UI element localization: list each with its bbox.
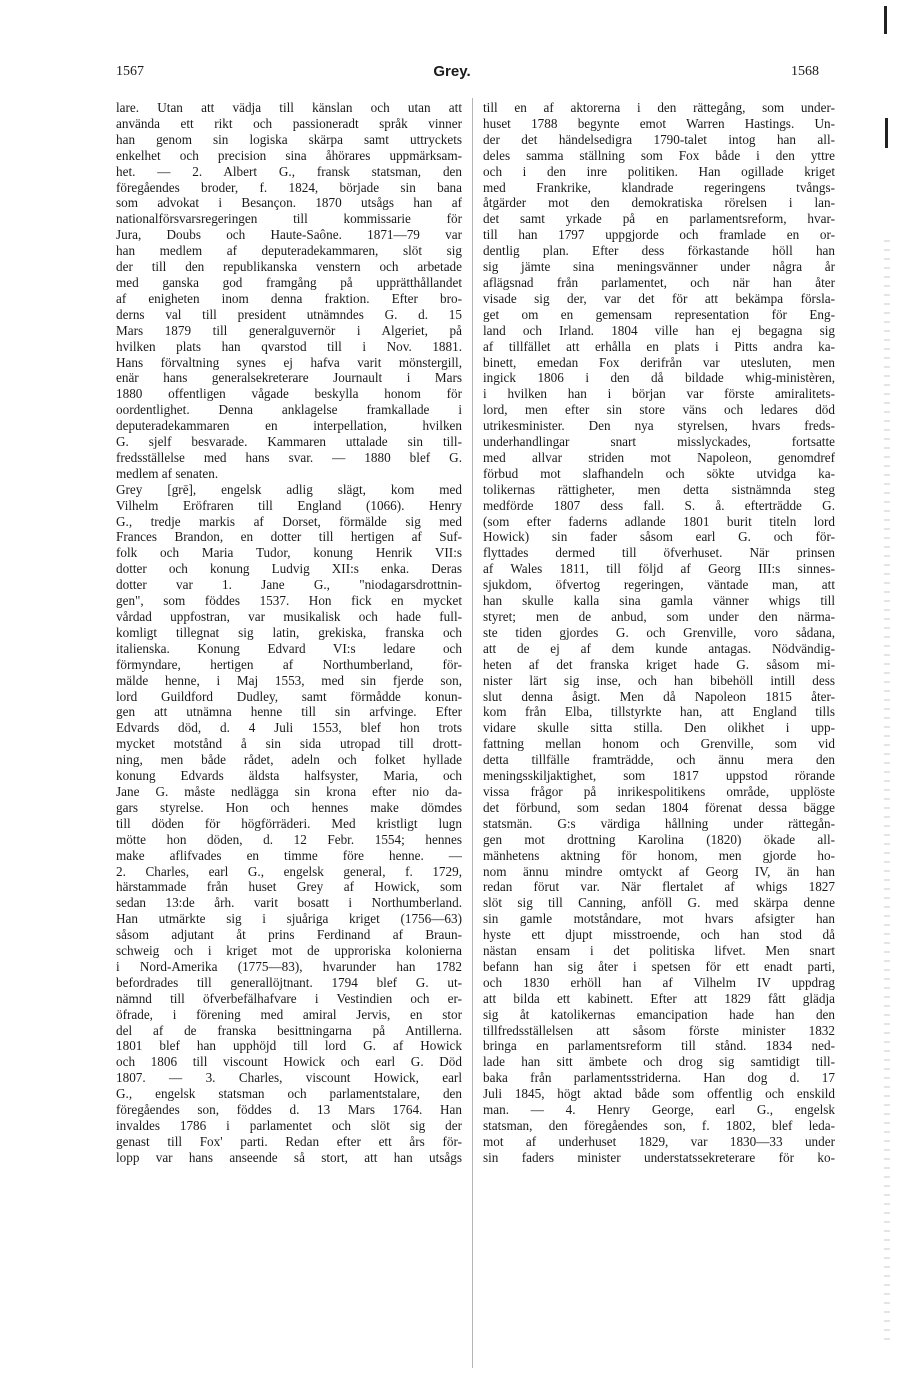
text-line: sig jämte sina meningsvänner under några år: [483, 259, 835, 275]
text-line: Hans förvaltning synes ej hafva varit mönstergill,: [116, 354, 462, 370]
text-line: mötte hon döden, d. 12 Febr. 1554; hennes: [116, 831, 462, 847]
text-line: Howick) sin fader såsom earl G. och för-: [483, 529, 835, 545]
text-line: i Nord-Amerika (1775—83), hvarunder han 1782: [116, 958, 462, 974]
text-line: enkelhet och precision sina åhörares uppmärksam-: [116, 147, 462, 163]
left-page-number: 1567: [116, 64, 144, 79]
text-line: binett, emedan Fox derifrån var utesluten, men: [483, 354, 835, 370]
text-line: tillfredsställelsen att såsom förste minister 1832: [483, 1022, 835, 1038]
text-line: italienska. Konung Edvard VI:s ledare och: [116, 640, 462, 656]
column-divider: [472, 98, 473, 1368]
text-line: han genom sin logiska skärpa samt uttryckets: [116, 131, 462, 147]
text-line: slöt sig till Canning, anföll G. med skärpa denne: [483, 895, 835, 911]
text-line: gen", som föddes 1537. Hon fick en mycket: [116, 593, 462, 609]
text-line: medförde 1807 dess fall. S. å. efterträdde G.: [483, 497, 835, 513]
text-line: gen att utnämna henne till sin arfvinge. Efter: [116, 704, 462, 720]
text-line: utrikesminister. Den nya styrelsen, hvars freds-: [483, 418, 835, 434]
text-line: slut denna åsigt. Men då Napoleon 1815 åter-: [483, 688, 835, 704]
text-line: 1880 offentligen vågade beskylla honom för: [116, 386, 462, 402]
text-line: öfrade, i förening med amiral Jervis, en stor: [116, 1006, 462, 1022]
text-line: mälde henne, i Maj 1553, med sin fjerde son,: [116, 672, 462, 688]
text-line: land och Irland. 1804 ville han ej begagna sig: [483, 322, 835, 338]
text-line: mycket motstånd å sin sida utropad till drott-: [116, 736, 462, 752]
text-line: ste tiden gjordes G. och Grenville, voro sådana,: [483, 624, 835, 640]
text-line: gars styrelse. Hon och hennes make dömdes: [116, 799, 462, 815]
text-line: lord Guildford Dudley, samt förmådde konun-: [116, 688, 462, 704]
text-line: af enigheten inom denna fraktion. Efter bro-: [116, 290, 462, 306]
text-line: fredsställelse med hans svar. — 1880 blef G.: [116, 449, 462, 465]
text-line: underhandlingar snart misslyckades, fortsatte: [483, 434, 835, 450]
text-line: heten af det franska kriget hade G. såsom mi-: [483, 656, 835, 672]
text-line: (som efter faderns adlande 1801 burit titeln lord: [483, 513, 835, 529]
text-line: lord, men efter sin store väns och ledares död: [483, 402, 835, 418]
text-line: 1801 blef han upphöjd till lord G. af Howick: [116, 1038, 462, 1054]
text-line: sin faders minister understatssekreterare för ko-: [483, 1149, 835, 1165]
text-line: till han 1797 uppgjorde och framlade en or-: [483, 227, 835, 243]
text-line: som advokat i Besançon. 1870 utsågs han af: [116, 195, 462, 211]
text-line: deles samma ställning som Fox både i den yttre: [483, 147, 835, 163]
text-line: sjukdom, öfvertog regeringen, väntade man, att: [483, 577, 835, 593]
text-line: flyttades dermed till öfverhuset. När prinsen: [483, 545, 835, 561]
text-line: get om en gemensam representation för Eng-: [483, 306, 835, 322]
text-line: tolikernas rättigheter, men detta sistnämnda steg: [483, 481, 835, 497]
text-line: derns val till president utnämndes G. d. 15: [116, 306, 462, 322]
text-line: der till den republikanska venstern och arbetade: [116, 259, 462, 275]
text-line: schweig och i kriget mot de upproriska kolonierna: [116, 943, 462, 959]
text-line: befann han sig åter i spetsen för ett enadt parti,: [483, 958, 835, 974]
text-line: nister lärt sig inse, och han bibehöll intill dess: [483, 672, 835, 688]
text-line: 1807. — 3. Charles, viscount Howick, earl: [116, 1070, 462, 1086]
text-line: nämnd till öfverbefälhafvare i Vestindien och er-: [116, 990, 462, 1006]
text-line: G., engelsk statsman och parlamentstalare, den: [116, 1086, 462, 1102]
text-line: aflägsnad från parlamentet, och när han åter: [483, 274, 835, 290]
text-line: medlem af senaten.: [116, 465, 219, 481]
text-line: invaldes 1786 i parlamentet och slöt sig der: [116, 1118, 462, 1133]
text-line: G. sjelf besvarade. Kammaren uttalade sin till-: [116, 434, 462, 450]
right-column: [483, 100, 835, 1166]
text-line: föregåendes son, föddes d. 13 Mars 1764. Han: [116, 1102, 462, 1118]
scan-edge-shadow: [884, 240, 890, 1340]
text-line: visade sig der, var det för att bekämpa försla-: [483, 290, 835, 306]
text-line: hvilken plats han qvarstod till i Nov. 1881.: [116, 338, 462, 354]
text-line: i hvilken han i början var förste amiralitets-: [483, 386, 835, 402]
text-line: kom från Elba, tillstyrkte han, att England tills: [483, 704, 835, 720]
text-line: statsmän. G:s värdiga hållning under rättegån-: [483, 815, 835, 831]
text-line: mot af underhuset 1829, var 1830—33 under: [483, 1133, 835, 1149]
text-line: konung Edvards äldsta halfsyster, Maria, och: [116, 768, 462, 784]
text-line: gen mot drottning Karolina (1820) ökade all-: [483, 831, 835, 847]
text-line: del af de franska besittningarna på Antillerna.: [116, 1022, 462, 1038]
text-line: såsom adjutant åt prins Ferdinand af Braun-: [116, 927, 462, 943]
text-line: Frances Brandon, en dotter till hertigen af Suf-: [116, 529, 462, 545]
text-line: förmyndare, hertigen af Northumberland, för-: [116, 656, 462, 672]
text-line: styret; men de anbud, som under den närma-: [483, 609, 835, 624]
text-line: Han utmärkte sig i sjuåriga kriget (1756—63): [116, 911, 462, 927]
text-line: detta tillfälle framträdde, och ännu mera den: [483, 752, 835, 768]
text-line: med ganska god framgång på upprätthållandet: [116, 274, 462, 290]
text-line: mänhetens aktning för honom, men gjorde ho-: [483, 847, 835, 863]
text-line: åtgärder mot den demokratiska rörelsen i lan-: [483, 195, 835, 211]
text-line: sedan 13:de årh. varit bosatt i Northumberland.: [116, 895, 462, 911]
text-line: han medlem af deputeradekammaren, slöt sig: [116, 243, 462, 259]
text-line: komligt tillegnat sig latin, grekiska, franska och: [116, 624, 462, 640]
text-line: hyste ett djupt misstroende, och han stod då: [483, 927, 835, 943]
text-line: bringa en parlamentsreform till stånd. 1834 ned-: [483, 1038, 835, 1054]
text-line: Mars 1879 till generalguvernör i Algeriet, på: [116, 322, 462, 338]
text-line: statsman, den föregåendes son, f. 1802, blef leda-: [483, 1118, 835, 1133]
text-line: att bilda ett kabinett. Efter att 1829 fått glädja: [483, 990, 835, 1006]
text-line: förbud mot slafhandeln och sökte utvidga ka-: [483, 465, 835, 481]
text-line: dotter var 1. Jane G., "niodagarsdrottnin-: [116, 577, 462, 593]
text-line: af tillfället att erhålla en plats i Pitts andra ka-: [483, 338, 835, 354]
text-line: sin gamle motståndare, mot hvars afsigter han: [483, 911, 835, 927]
text-line: Juli 1845, högt aktad både som offentlig och enskild: [483, 1086, 835, 1102]
text-line: enär hans generalsekreterare Journault i Mars: [116, 370, 462, 386]
text-line: vidare skulle sitta stilla. Den olikhet i upp-: [483, 720, 835, 736]
text-line: ning, men både rådet, adeln och folket hyllade: [116, 752, 462, 768]
text-line: make aflifvades en timme före henne. —: [116, 847, 462, 863]
text-line: Jura, Doubs och Haute-Saône. 1871—79 var: [116, 227, 462, 243]
text-line: deputeradekammaren en interpellation, hvilken: [116, 418, 462, 434]
text-line: lade han sitt ämbete och drog sig samtidigt till-: [483, 1054, 835, 1070]
text-line: meningsskiljaktighet, som 1817 uppstod rörande: [483, 768, 835, 784]
text-line: att de ej af dem kunde antagas. Nödvändig-: [483, 640, 835, 656]
text-line: föregåendes broder, f. 1824, började sin bana: [116, 179, 462, 195]
text-line: lare. Utan att vädja till känslan och utan att: [116, 100, 462, 115]
text-line: oordentlighet. Denna anklagelse framkallade i: [116, 402, 462, 418]
text-line: huset 1788 begynte emot Warren Hastings. Un-: [483, 115, 835, 131]
text-line: det samt yrkade på en parlamentsreform, hvar-: [483, 211, 835, 227]
text-line: vissa frågor på inrikespolitikens område, upplöste: [483, 783, 835, 799]
text-line: man. — 4. Henry George, earl G., engelsk: [483, 1102, 835, 1118]
text-line: Edvards död, d. 4 Juli 1553, blef hon trots: [116, 720, 462, 736]
scan-mark-mid: [885, 118, 888, 148]
running-head: Grey.: [433, 63, 471, 80]
text-line: Vilhelm Eröfraren till England (1066). Henry: [116, 497, 462, 513]
text-line: och i den inre politiken. Han ogillade kriget: [483, 163, 835, 179]
text-line: han skulle kalla sina gamla vänner whigs till: [483, 593, 835, 609]
text-line: Grey [grē], engelsk adlig slägt, kom med: [116, 481, 462, 497]
text-line: och 1806 till viscount Howick och earl G. Död: [116, 1054, 462, 1070]
text-line: 2. Charles, earl G., engelsk general, f. 1729,: [116, 863, 462, 879]
text-line: sig åt katolikernas emancipation hade han den: [483, 1006, 835, 1022]
text-line: härstammade från huset Grey af Howick, som: [116, 879, 462, 895]
text-line: af Wales 1811, till följd af Georg III:s sinnes-: [483, 561, 835, 577]
right-page-number: 1568: [791, 64, 819, 79]
text-line: till en af aktorerna i den rättegång, som under-: [483, 100, 835, 115]
text-line: nästan ensam i det politiska lifvet. Men snart: [483, 943, 835, 959]
text-line: dotter och konung Ludvig XII:s enka. Deras: [116, 561, 462, 577]
text-line: G., tredje markis af Dorset, förmälde sig med: [116, 513, 462, 529]
text-line: genast till Fox' parti. Redan efter ett års för-: [116, 1133, 462, 1149]
text-line: fattning mellan honom och Grenville, som vid: [483, 736, 835, 752]
text-line: redan förut var. När flertalet af whigs 1827: [483, 879, 835, 895]
text-line: och 1830 erhöll han af Vilhelm IV uppdrag: [483, 974, 835, 990]
text-line: det förbund, som sedan 1804 förenat dessa bägge: [483, 799, 835, 815]
text-line: nom ännu mindre omtyckt af Georg IV, än han: [483, 863, 835, 879]
text-line: lopp var hans anseende så stort, att han utsågs: [116, 1149, 462, 1165]
text-line: folk och Maria Tudor, konung Henrik VII:s: [116, 545, 462, 561]
text-line: vårdad uppfostran, var musikalisk och hade full-: [116, 609, 462, 624]
text-line: nationalförsvarsregeringen till kommissarie för: [116, 211, 462, 227]
text-line: med allvar striden mot Napoleon, genomdref: [483, 449, 835, 465]
text-line: använda ett rikt och passioneradt språk vinner: [116, 115, 462, 131]
scan-mark-top: [884, 6, 887, 34]
text-line: dentlig plan. Efter dess förkastande höll han: [483, 243, 835, 259]
text-line: baka från parlamentsstriderna. Han dog d. 17: [483, 1070, 835, 1086]
left-column: [116, 100, 462, 1166]
text-line: ingick 1806 i den då bildade whig-ministèren,: [483, 370, 835, 386]
text-line: till döden för högförräderi. Med kristligt lugn: [116, 815, 462, 831]
text-line: Jane G. måste nedlägga sin krona efter nio da-: [116, 783, 462, 799]
text-line: der det händelsedigra 1790-talet intog han all-: [483, 131, 835, 147]
text-line: med Frankrike, klandrade regeringens tvångs-: [483, 179, 835, 195]
text-line: het. — 2. Albert G., fransk statsman, den: [116, 163, 462, 179]
text-line: befordrades till generallöjtnant. 1794 blef G. ut-: [116, 974, 462, 990]
